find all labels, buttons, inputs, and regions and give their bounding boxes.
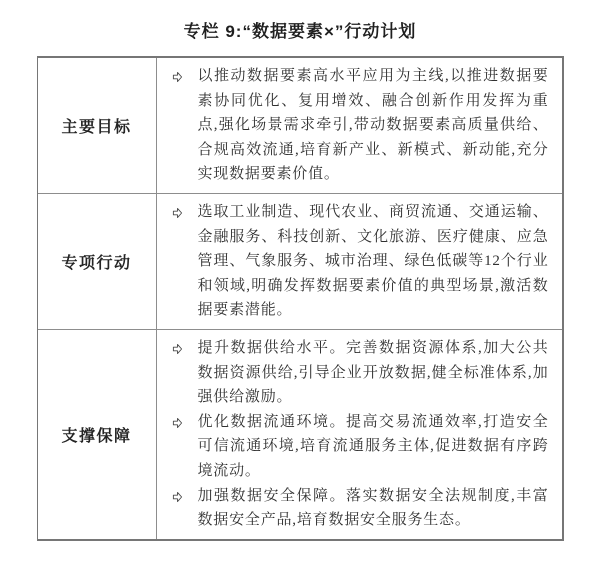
arrow-right-icon — [172, 71, 183, 83]
table-row-support-guarantees — [38, 329, 562, 539]
bullet-text: 以推动数据要素高水平应用为主线,以推进数据要素协同优化、复用增效、融合创新作用发挥为重点,强化场景需求牵引,带动数据要素高质量供给、合规高效流通,培育新产业、新模式、新动能,充分实现数据要素价值。 — [197, 68, 549, 183]
arrow-right-icon — [172, 343, 183, 355]
bullet-item — [157, 200, 562, 323]
row-content-cell — [157, 330, 562, 539]
bullet-item — [157, 410, 562, 484]
row-label: 专项行动 — [61, 254, 132, 272]
row-label-cell — [38, 58, 157, 193]
bullet-text: 选取工业制造、现代农业、商贸流通、交通运输、金融服务、科技创新、文化旅游、医疗健康、应急管理、气象服务、城市治理、绿色低碳等12个行业和领域,明确发挥数据要素价值的典型场景,激活数据要素潜能。 — [197, 203, 549, 319]
arrow-right-icon — [172, 417, 183, 429]
table-row-special-actions — [38, 193, 562, 329]
bullet-item — [157, 336, 562, 410]
row-label-cell — [38, 330, 157, 539]
row-content-cell — [157, 58, 562, 193]
table-row-main-goals — [38, 58, 562, 193]
bullet-item — [157, 484, 562, 533]
row-content-cell — [157, 194, 562, 329]
action-plan-table — [37, 56, 564, 541]
bullet-text: 加强数据安全保障。落实数据安全法规制度,丰富数据安全产品,培育数据安全服务生态。 — [197, 487, 549, 529]
row-label-cell — [38, 194, 157, 329]
bullet-text: 提升数据供给水平。完善数据资源体系,加大公共数据资源供给,引导企业开放数据,健全标准体系,加强供给激励。 — [197, 339, 549, 406]
arrow-right-icon — [172, 207, 183, 219]
bullet-text: 优化数据流通环境。提高交易流通效率,打造安全可信流通环境,培育流通服务主体,促进数据有序跨境流动。 — [197, 413, 549, 479]
row-label: 支撑保障 — [61, 427, 132, 445]
page-title: 专栏 9:“数据要素×”行动计划 — [183, 22, 417, 41]
arrow-right-icon — [172, 491, 183, 503]
bullet-item — [157, 64, 562, 187]
row-label: 主要目标 — [61, 118, 132, 136]
